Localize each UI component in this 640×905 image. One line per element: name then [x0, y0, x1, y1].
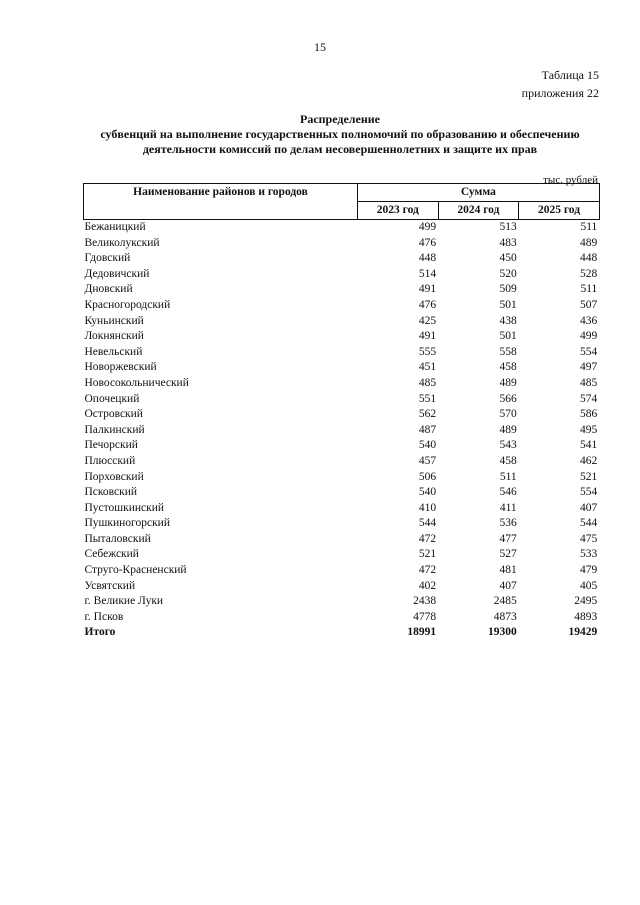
district-name: г. Великие Луки	[84, 595, 164, 608]
value-2024: 501	[499, 298, 517, 311]
district-name: Куньинский	[84, 314, 144, 327]
table-row	[84, 376, 600, 392]
value-2023: 562	[418, 408, 437, 421]
value-2023: 451	[418, 361, 437, 374]
total-value-2024: 19300	[487, 626, 517, 639]
district-name: Усвятский	[84, 579, 136, 592]
table-row	[84, 438, 600, 454]
value-2023: 402	[418, 579, 437, 592]
district-name: г. Псков	[84, 610, 124, 623]
table-row	[84, 563, 600, 579]
value-2024: 407	[499, 579, 517, 592]
value-2024: 481	[499, 564, 517, 577]
district-name: Островский	[84, 408, 143, 421]
value-2024: 458	[499, 361, 517, 374]
table-row	[84, 236, 600, 252]
value-2023: 540	[418, 439, 437, 452]
table-row	[84, 594, 600, 610]
document-title	[60, 112, 620, 157]
table-row	[84, 501, 600, 517]
value-2025: 554	[580, 486, 598, 499]
value-2023: 457	[418, 454, 437, 467]
value-2024: 546	[499, 486, 517, 499]
value-2023: 506	[418, 470, 437, 483]
value-2024: 501	[499, 330, 517, 343]
value-2023: 472	[418, 564, 437, 577]
page-number: 15	[314, 40, 326, 54]
district-name: Дедовичский	[84, 267, 150, 280]
value-2023: 499	[418, 221, 437, 233]
value-2025: 485	[580, 376, 598, 389]
value-2024: 558	[499, 345, 517, 358]
units-label: тыс. рублей	[543, 174, 598, 186]
value-2023: 472	[418, 532, 437, 545]
district-name: Палкинский	[84, 423, 145, 436]
value-2025: 448	[580, 252, 598, 265]
value-2024: 489	[499, 423, 517, 436]
value-2024: 2485	[493, 595, 517, 608]
district-name: Пустошкинский	[84, 501, 165, 514]
header-year-2024: 2024 год	[438, 202, 519, 220]
table-row	[84, 532, 600, 548]
district-name: Локнянский	[84, 330, 144, 343]
value-2025: 479	[580, 564, 598, 577]
value-2024: 536	[499, 517, 517, 530]
header-year-2025: 2025 год	[519, 202, 600, 220]
value-2024: 570	[499, 408, 517, 421]
district-name: Новоржевский	[84, 361, 157, 374]
value-2023: 476	[418, 236, 437, 249]
value-2023: 2438	[413, 595, 437, 608]
table-row	[84, 314, 600, 330]
value-2025: 489	[580, 236, 598, 249]
table-body	[84, 220, 600, 642]
title-line-1: Распределение	[299, 112, 381, 126]
value-2025: 521	[580, 470, 598, 483]
table-row	[84, 454, 600, 470]
table-row	[84, 282, 600, 298]
table-row	[84, 220, 600, 236]
value-2025: 499	[580, 330, 598, 343]
value-2025: 528	[580, 267, 598, 280]
value-2023: 4778	[413, 610, 437, 623]
value-2024: 566	[499, 392, 517, 405]
value-2024: 483	[499, 236, 517, 249]
district-name: Плюсский	[84, 454, 136, 467]
value-2024: 520	[499, 267, 517, 280]
value-2024: 477	[499, 532, 517, 545]
district-name: Дновский	[84, 283, 133, 296]
table-row	[84, 345, 600, 361]
district-name: Невельский	[84, 345, 143, 358]
value-2025: 574	[580, 392, 598, 405]
district-name: Пыталовский	[84, 532, 151, 545]
value-2025: 511	[580, 283, 598, 296]
table-number: Таблица 15	[541, 68, 599, 82]
appendix-number: приложения 22	[521, 86, 599, 100]
value-2023: 540	[418, 486, 437, 499]
table-reference	[522, 66, 599, 102]
value-2023: 487	[418, 423, 437, 436]
district-name: Опочецкий	[84, 392, 140, 405]
value-2023: 410	[418, 501, 437, 514]
value-2024: 527	[499, 548, 517, 561]
district-name: Новосокольнический	[84, 376, 189, 389]
value-2025: 544	[580, 517, 598, 530]
value-2024: 450	[499, 252, 517, 265]
value-2025: 2495	[574, 595, 598, 608]
header-sum: Сумма	[358, 184, 600, 202]
value-2025: 497	[580, 361, 598, 374]
table-row	[84, 547, 600, 563]
value-2023: 476	[418, 298, 437, 311]
table-row	[84, 485, 600, 501]
total-label: Итого	[84, 626, 116, 639]
value-2025: 533	[580, 548, 598, 561]
value-2025: 462	[580, 454, 598, 467]
value-2024: 411	[499, 501, 517, 514]
table-row	[84, 251, 600, 267]
value-2024: 458	[499, 454, 517, 467]
district-name: Печорский	[84, 439, 138, 452]
table-row	[84, 392, 600, 408]
table-row	[84, 360, 600, 376]
table-row	[84, 470, 600, 486]
value-2023: 551	[418, 392, 437, 405]
district-name: Великолукский	[84, 236, 160, 249]
value-2024: 511	[499, 470, 517, 483]
value-2023: 521	[418, 548, 437, 561]
district-name: Бежаницкий	[84, 221, 146, 233]
value-2024: 4873	[493, 610, 517, 623]
value-2025: 507	[580, 298, 598, 311]
district-name: Гдовский	[84, 252, 131, 265]
value-2024: 509	[499, 283, 517, 296]
table-row	[84, 329, 600, 345]
table-row	[84, 516, 600, 532]
district-name: Красногородский	[84, 298, 171, 311]
value-2025: 554	[580, 345, 598, 358]
value-2023: 448	[418, 252, 437, 265]
table-total-row	[84, 625, 600, 641]
total-value-2025: 19429	[568, 626, 598, 639]
value-2023: 425	[418, 314, 437, 327]
value-2024: 543	[499, 439, 517, 452]
value-2023: 485	[418, 376, 437, 389]
header-name-column: Наименование районов и городов	[84, 184, 358, 220]
value-2025: 436	[580, 314, 598, 327]
district-name: Псковский	[84, 486, 138, 499]
value-2025: 4893	[574, 610, 598, 623]
value-2023: 514	[418, 267, 437, 280]
subsidy-table	[83, 183, 600, 641]
value-2025: 495	[580, 423, 598, 436]
value-2025: 541	[580, 439, 598, 452]
value-2025: 407	[580, 501, 598, 514]
value-2023: 491	[418, 283, 437, 296]
value-2025: 586	[580, 408, 598, 421]
value-2025: 405	[580, 579, 598, 592]
value-2025: 475	[580, 532, 598, 545]
table-row	[84, 298, 600, 314]
title-line-3: деятельности комиссий по делам несовершеннолетних и защите их прав	[142, 142, 538, 156]
table-row	[84, 267, 600, 283]
value-2023: 544	[418, 517, 437, 530]
header-year-2023: 2023 год	[358, 202, 439, 220]
district-name: Себежский	[84, 548, 139, 561]
value-2024: 489	[499, 376, 517, 389]
value-2023: 491	[418, 330, 437, 343]
district-name: Пушкиногорский	[84, 517, 170, 530]
total-value-2023: 18991	[407, 626, 437, 639]
value-2024: 513	[499, 221, 517, 233]
table-row	[84, 610, 600, 626]
district-name: Порховский	[84, 470, 144, 483]
value-2024: 438	[499, 314, 517, 327]
table-row	[84, 407, 600, 423]
table-row	[84, 423, 600, 439]
value-2025: 511	[580, 221, 598, 233]
table-header	[84, 184, 600, 220]
title-line-2: субвенций на выполнение государственных полномочий по образованию и обеспечению	[100, 127, 580, 141]
district-name: Струго-Красненский	[84, 564, 187, 577]
value-2023: 555	[418, 345, 437, 358]
table-row	[84, 579, 600, 595]
